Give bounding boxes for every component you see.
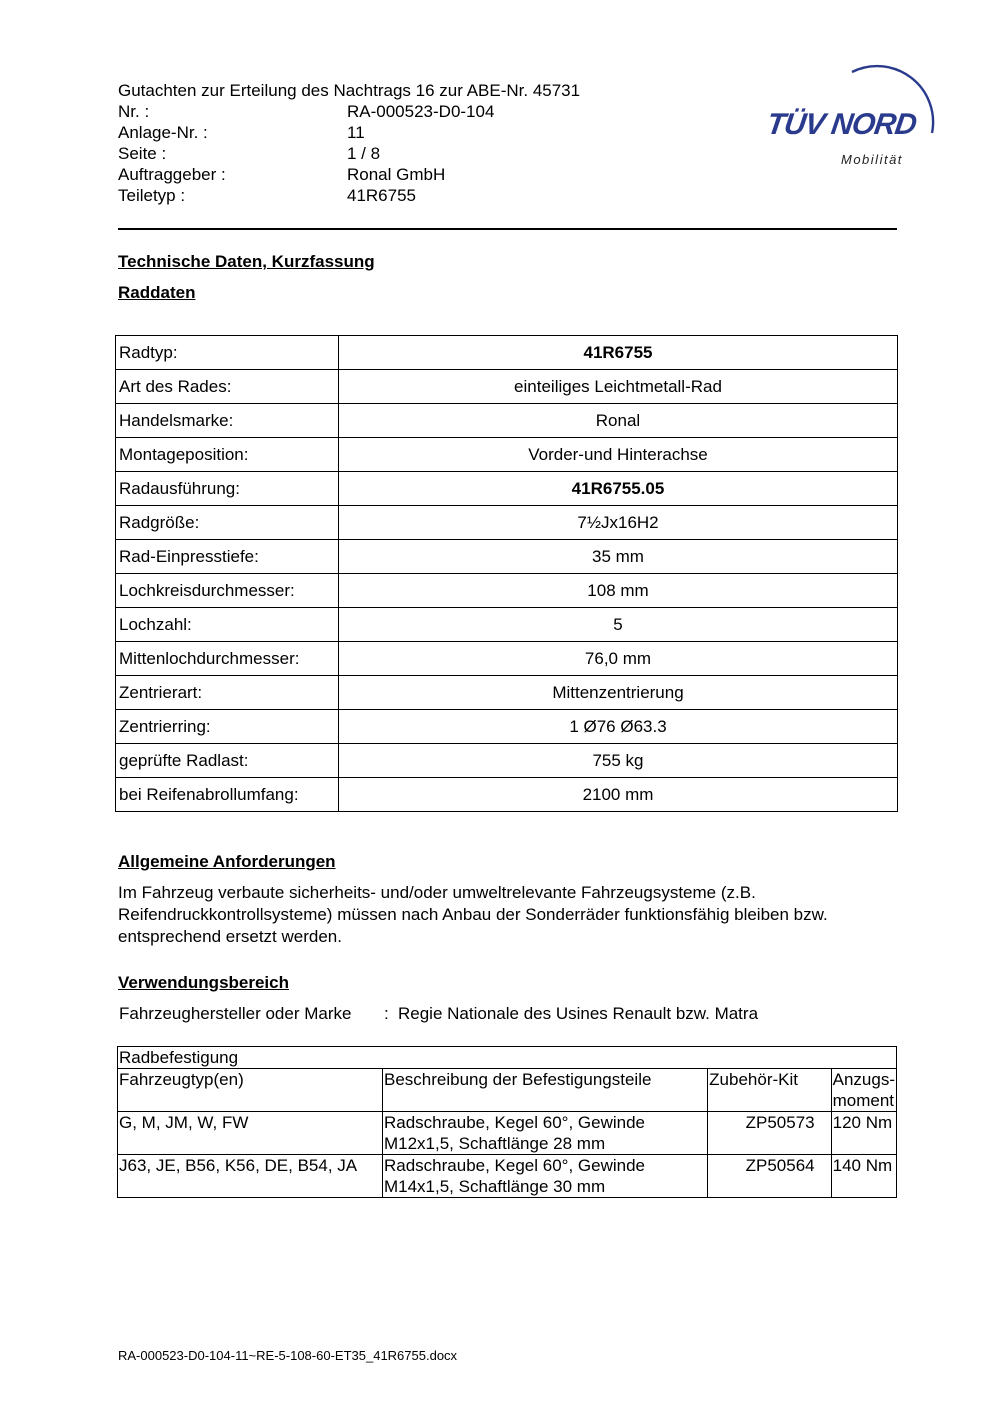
section-heading-tech: Technische Daten, Kurzfassung (118, 252, 375, 271)
field-value-seite: 1 / 8 (347, 144, 381, 163)
logo-subtitle: Mobilität (841, 152, 903, 167)
table-row (116, 336, 898, 370)
cell-zubehoer-kit: ZP50564 (708, 1155, 831, 1198)
table-row (116, 438, 898, 472)
hersteller-colon: : (384, 1004, 389, 1023)
rad-label: Zentrierart: (116, 676, 339, 710)
rad-value: 76,0 mm (339, 642, 898, 676)
table-row (116, 676, 898, 710)
table-row (116, 370, 898, 404)
rad-value: 7½Jx16H2 (339, 506, 898, 540)
rad-label: Lochkreisdurchmesser: (116, 574, 339, 608)
field-label-anlage: Anlage-Nr. : (118, 123, 208, 142)
tuv-nord-logo (762, 58, 942, 170)
logo-brand: TÜV NORD (764, 108, 919, 141)
field-value-auftraggeber: Ronal GmbH (347, 165, 446, 184)
rad-label: Radgröße: (116, 506, 339, 540)
rad-value: Ronal (339, 404, 898, 438)
rad-value: 5 (339, 608, 898, 642)
rad-label: Rad-Einpresstiefe: (116, 540, 339, 574)
cell-anzugsmoment: 120 Nm (831, 1112, 896, 1155)
table-row (116, 710, 898, 744)
table-row (116, 404, 898, 438)
field-value-nr: RA-000523-D0-104 (347, 102, 495, 121)
rad-value: einteiliges Leichtmetall-Rad (339, 370, 898, 404)
paragraph-line: Im Fahrzeug verbaute sicherheits- und/oder umweltrelevante Fahrzeugsysteme (z.B. (118, 883, 756, 902)
cell-zubehoer-kit: ZP50573 (708, 1112, 831, 1155)
table-row (118, 1155, 897, 1198)
table-row (116, 608, 898, 642)
header-anzugsmoment (831, 1069, 896, 1112)
cell-fahrzeugtyp: J63, JE, B56, K56, DE, B54, JA (118, 1155, 383, 1198)
desc-line: Radschraube, Kegel 60°, Gewinde (383, 1156, 646, 1175)
rad-value: 35 mm (339, 540, 898, 574)
field-label-auftraggeber: Auftraggeber : (118, 165, 226, 184)
rad-value: 1 Ø76 Ø63.3 (339, 710, 898, 744)
rad-label: Art des Rades: (116, 370, 339, 404)
rad-value: Vorder-und Hinterachse (339, 438, 898, 472)
rad-label: Montageposition: (116, 438, 339, 472)
table-row (116, 472, 898, 506)
rad-label: bei Reifenabrollumfang: (116, 778, 339, 812)
rad-label: Radtyp: (116, 336, 339, 370)
header-fahrzeugtyp: Fahrzeugtyp(en) (118, 1069, 383, 1112)
field-value-anlage: 11 (347, 123, 365, 142)
header-anzugsmoment-line2: moment (832, 1091, 895, 1110)
cell-beschreibung (382, 1155, 707, 1198)
cell-beschreibung (382, 1112, 707, 1155)
hersteller-label: Fahrzeughersteller oder Marke (119, 1004, 352, 1023)
rad-value: 41R6755 (339, 336, 898, 370)
allgemein-paragraph (118, 882, 908, 948)
field-label-nr: Nr. : (118, 102, 150, 121)
table-row (118, 1112, 897, 1155)
footer-filename: RA-000523-D0-104-11~RE-5-108-60-ET35_41R6755.docx (118, 1348, 458, 1363)
rad-value: 108 mm (339, 574, 898, 608)
field-value-teiletyp: 41R6755 (347, 186, 417, 205)
section-heading-raddaten: Raddaten (118, 283, 196, 302)
hersteller-value: Regie Nationale des Usines Renault bzw. Matra (398, 1004, 759, 1023)
rad-label: Handelsmarke: (116, 404, 339, 438)
table-row (116, 778, 898, 812)
section-heading-verwendung: Verwendungsbereich (118, 973, 289, 992)
cell-anzugsmoment: 140 Nm (831, 1155, 896, 1198)
desc-line: Radschraube, Kegel 60°, Gewinde (383, 1113, 646, 1132)
rad-value: 755 kg (339, 744, 898, 778)
cell-fahrzeugtyp: G, M, JM, W, FW (118, 1112, 383, 1155)
section-heading-allgemein: Allgemeine Anforderungen (118, 852, 336, 871)
radbefestigung-table (117, 1046, 897, 1198)
rad-label: Mittenlochdurchmesser: (116, 642, 339, 676)
radbefestigung-title: Radbefestigung (118, 1047, 897, 1069)
rad-label: Radausführung: (116, 472, 339, 506)
header-beschreibung: Beschreibung der Befestigungsteile (382, 1069, 707, 1112)
rad-label: geprüfte Radlast: (116, 744, 339, 778)
field-label-seite: Seite : (118, 144, 167, 163)
header-divider (118, 228, 897, 230)
header-zubehoer-kit: Zubehör-Kit (708, 1069, 831, 1112)
rad-value: 2100 mm (339, 778, 898, 812)
desc-line: M12x1,5, Schaftlänge 28 mm (383, 1134, 606, 1153)
field-label-teiletyp: Teiletyp : (118, 186, 186, 205)
table-row (116, 540, 898, 574)
desc-line: M14x1,5, Schaftlänge 30 mm (383, 1177, 606, 1196)
table-row (116, 642, 898, 676)
rad-label: Lochzahl: (116, 608, 339, 642)
header-anzugsmoment-line1: Anzugs- (832, 1070, 895, 1089)
rad-value: Mittenzentrierung (339, 676, 898, 710)
table-row (116, 744, 898, 778)
rad-value: 41R6755.05 (339, 472, 898, 506)
rad-label: Zentrierring: (116, 710, 339, 744)
document-title: Gutachten zur Erteilung des Nachtrags 16 zur ABE-Nr. 45731 (118, 81, 581, 100)
paragraph-line: entsprechend ersetzt werden. (118, 927, 342, 946)
table-row (116, 574, 898, 608)
paragraph-line: Reifendruckkontrollsysteme) müssen nach Anbau der Sonderräder funktionsfähig bleiben bzw. (118, 905, 828, 924)
table-row (116, 506, 898, 540)
raddaten-table (115, 335, 898, 812)
